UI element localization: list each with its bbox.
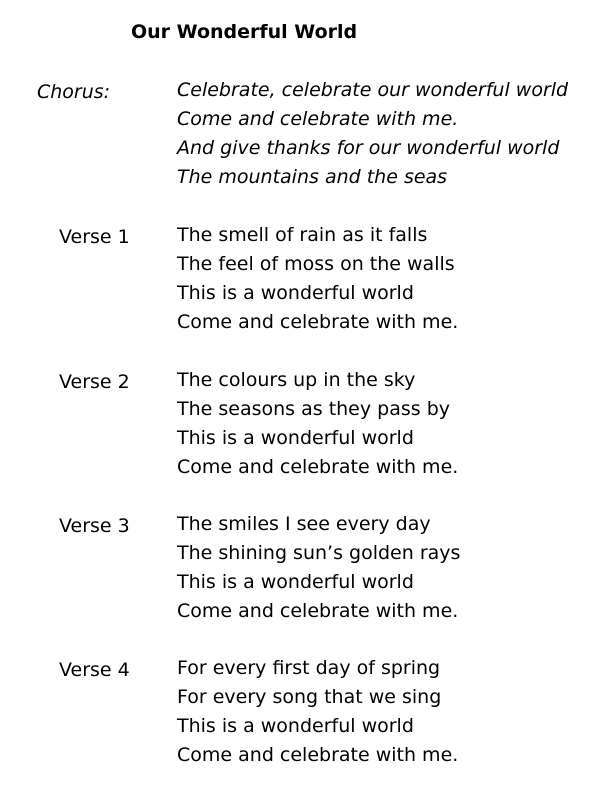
verse-label: Verse 1 <box>59 226 130 248</box>
chorus-line: The mountains and the seas <box>177 166 448 188</box>
verse-lines <box>177 366 458 482</box>
verse-line: The smell of rain as it falls <box>177 224 428 246</box>
chorus-label: Chorus: <box>37 81 111 103</box>
verse-label: Verse 3 <box>59 515 130 537</box>
verse-line: The shining sun’s golden rays <box>177 542 461 564</box>
verse-line: This is a wonderful world <box>177 571 414 593</box>
verse-line: Come and celebrate with me. <box>177 311 459 333</box>
verse-line: Come and celebrate with me. <box>177 600 459 622</box>
verse-line: Come and celebrate with me. <box>177 456 459 478</box>
verse-line: This is a wonderful world <box>177 715 414 737</box>
song-title: Our Wonderful World <box>131 21 358 43</box>
verse-line: This is a wonderful world <box>177 282 414 304</box>
verse-lines <box>177 654 458 770</box>
verse-line: The feel of moss on the walls <box>177 253 455 275</box>
verse-line: Come and celebrate with me. <box>177 744 459 766</box>
verse-line: This is a wonderful world <box>177 427 414 449</box>
chorus-line: Come and celebrate with me. <box>177 108 459 130</box>
verse-line: The seasons as they pass by <box>177 398 451 420</box>
verse-lines <box>177 221 458 337</box>
chorus-line: And give thanks for our wonderful world <box>177 137 560 159</box>
verse-line: The smiles I see every day <box>177 513 431 535</box>
chorus-line: Celebrate, celebrate our wonderful world <box>177 79 569 101</box>
verse-lines <box>177 510 460 626</box>
verse-label: Verse 2 <box>59 371 130 393</box>
verse-line: For every first day of spring <box>177 657 441 679</box>
verse-label: Verse 4 <box>59 659 130 681</box>
chorus-lines <box>177 76 568 192</box>
verse-line: For every song that we sing <box>177 686 442 708</box>
verse-line: The colours up in the sky <box>177 369 416 391</box>
